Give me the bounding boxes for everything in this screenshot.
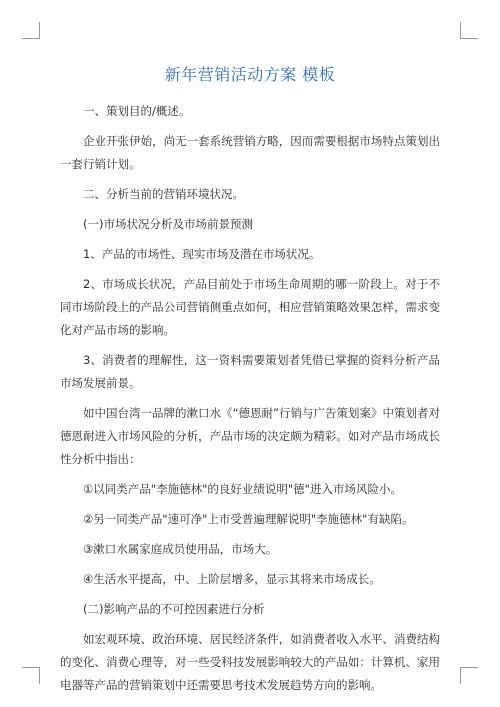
paragraph-section-2-heading: 二、分析当前的营销环境状况。 (83, 187, 244, 201)
crop-mark-top-right (460, 38, 478, 39)
paragraph-subsection-2-heading: (二)影响产品的不可控因素进行分析 (83, 602, 265, 616)
paragraph-section-1-heading: 一、策划目的/概述。 (83, 104, 191, 118)
crop-mark-top-left (22, 38, 40, 39)
paragraph-point-1: ①以同类产品"李施德林"的良好业绩说明"德"进入市场风险小。 (83, 482, 402, 496)
document-body (60, 100, 440, 704)
paragraph-point-3: ③漱口水属家庭成员使用品，市场大。 (83, 542, 278, 556)
crop-mark-top-left (39, 22, 40, 39)
document-title: 新年营销活动方案 模板 (164, 65, 336, 84)
crop-mark-bottom-left (39, 667, 40, 684)
paragraph-point-2: ②另一同类产品"速可净"上市受普遍理解说明"李施德林"有缺陷。 (83, 512, 414, 526)
crop-mark-bottom-right (460, 667, 461, 684)
paragraph-case-study: 如中国台湾一品牌的漱口水《“德恩耐”行销与广告策划案》中策划者对德恩耐进入市场风险的分析，产品市场的决定颇为精彩。如对产品市场成长性分析中指出： (60, 406, 440, 466)
paragraph-uncontrollable-factors: 如宏观环境、政治环境、居民经济条件，如消费者收入水平、消费结构的变化、消费心理等，对一些受科技发展影响较大的产品如：计算机、家用电器等产品的营销策划中还需要思考技术发展趋势方向的影响。 (60, 632, 440, 692)
paragraph-item-2: 2、市场成长状况，产品目前处于市场生命周期的哪一阶段上。对于不同市场阶段上的产品公司营销侧重点如何，相应营销策略效果怎样，需求变化对产品市场的影响。 (60, 277, 440, 337)
paragraph-overview: 企业开张伊始，尚无一套系统营销方略，因而需要根据市场特点策划出一套行销计划。 (60, 134, 440, 171)
paragraph-subsection-1-heading: (一)市场状况分析及市场前景预测 (83, 217, 253, 231)
crop-mark-bottom-left (22, 667, 40, 668)
paragraph-point-4: ④生活水平提高，中、上阶层增多，显示其将来市场成长。 (83, 572, 381, 586)
paragraph-item-1: 1、产品的市场性、现实市场及潜在市场状况。 (83, 247, 321, 261)
crop-mark-top-right (460, 22, 461, 39)
crop-mark-bottom-right (460, 667, 478, 668)
paragraph-item-3: 3、消费者的理解性，这一资料需要策划者凭借已掌握的资料分析产品市场发展前景。 (60, 353, 440, 390)
